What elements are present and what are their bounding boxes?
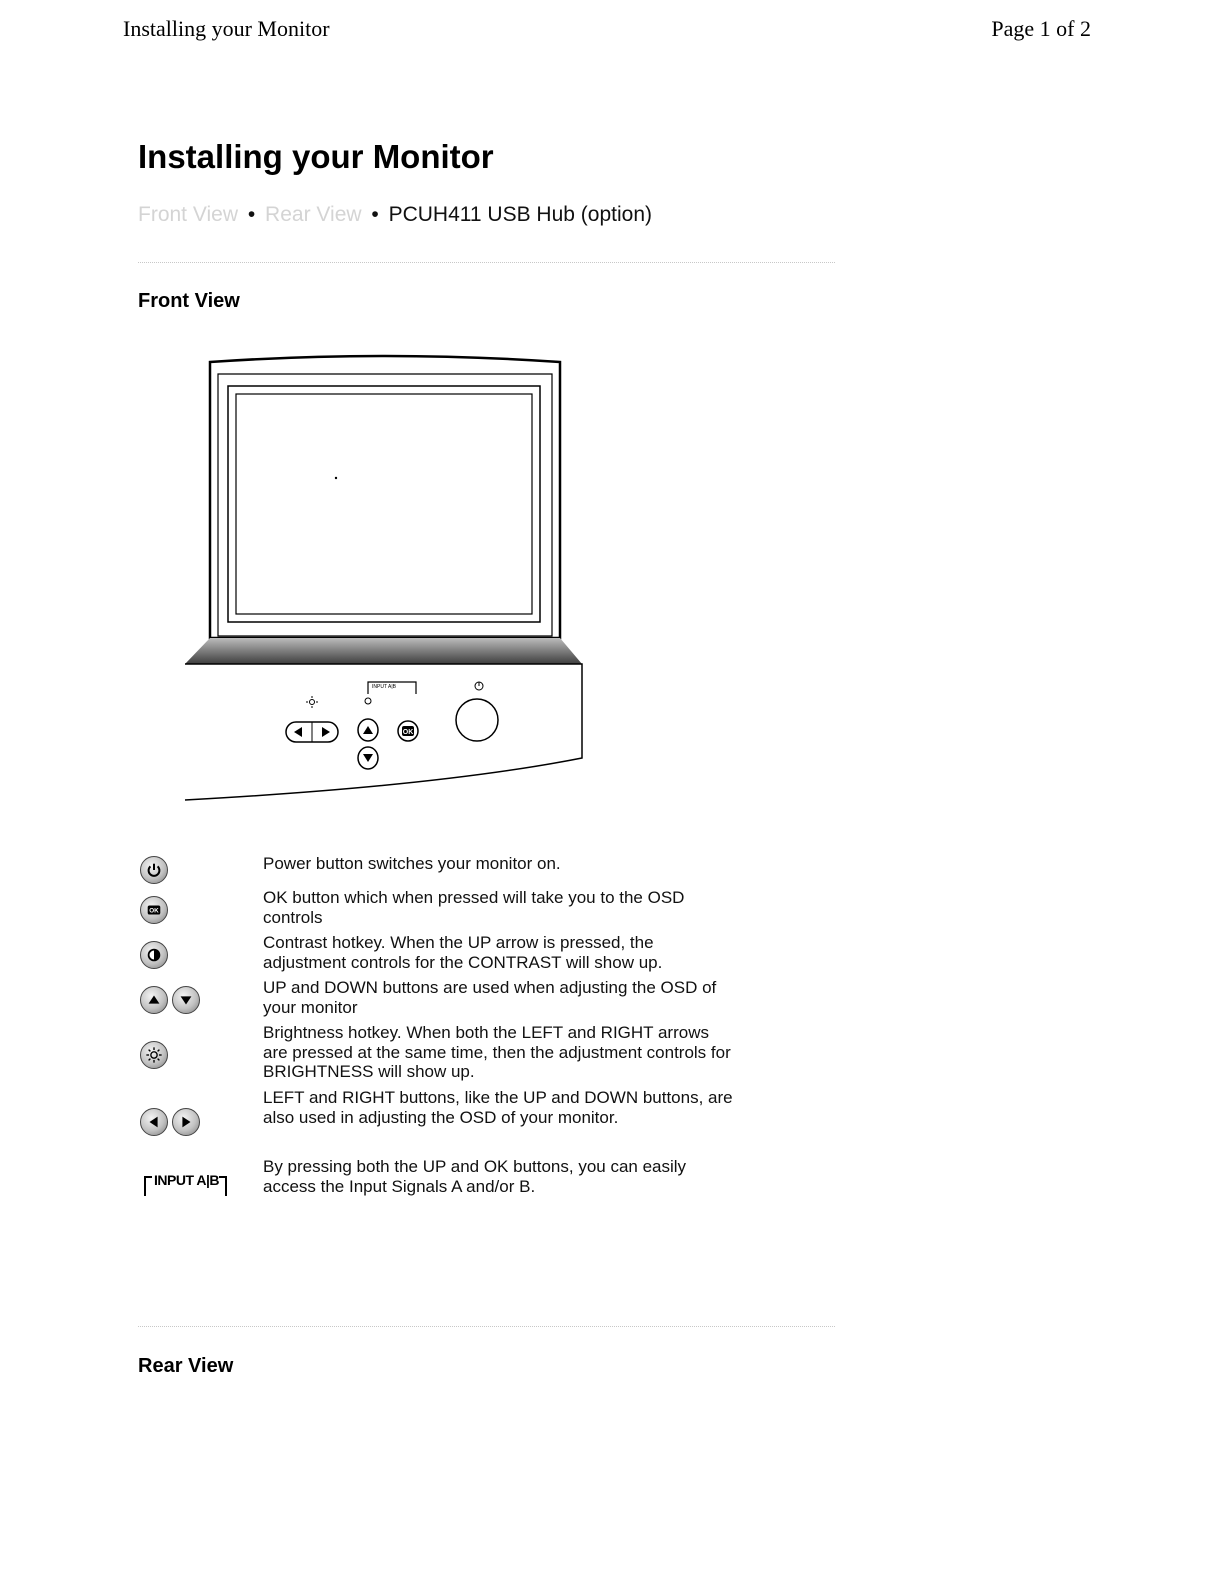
- power-icon: [140, 856, 168, 884]
- legend-text: Brightness hotkey. When both the LEFT and RIGHT arrows are pressed at the same time, then the adjustment controls for BRIGHTNESS will show up.: [263, 1023, 731, 1081]
- brightness-icon: [306, 696, 318, 708]
- section-nav: [138, 203, 652, 227]
- divider: [138, 262, 835, 263]
- legend-text: Contrast hotkey. When the UP arrow is pressed, the adjustment controls for the CONTRAST will show up.: [263, 933, 663, 972]
- nav-separator: •: [371, 203, 379, 226]
- bezel-lower-shading: [185, 638, 582, 664]
- left-arrow-icon: [140, 1108, 168, 1136]
- up-down-buttons: [358, 719, 378, 769]
- legend-text: UP and DOWN buttons are used when adjusting the OSD of your monitor: [263, 978, 717, 1017]
- divider: [138, 1326, 835, 1327]
- right-arrow-icon: [172, 1108, 200, 1136]
- nav-link-front-view[interactable]: Front View: [138, 203, 238, 226]
- nav-link-rear-view[interactable]: Rear View: [265, 203, 362, 226]
- panel-input-label: INPUT A|B: [372, 684, 396, 690]
- svg-text:OK: OK: [402, 729, 414, 736]
- input-ab-label: INPUT A|B: [140, 1170, 227, 1188]
- section-heading-front-view: Front View: [138, 290, 240, 312]
- left-right-buttons: [286, 722, 338, 742]
- monitor-front-illustration: [180, 348, 590, 808]
- svg-text:OK: OK: [149, 907, 159, 915]
- section-heading-rear-view: Rear View: [138, 1355, 234, 1377]
- page-number: Page 1 of 2: [991, 16, 1091, 41]
- nav-link-usb-hub[interactable]: PCUH411 USB Hub (option): [388, 203, 652, 226]
- ok-icon: [140, 896, 168, 924]
- legend-text: By pressing both the UP and OK buttons, you can easily access the Input Signals A and/or B.: [263, 1157, 687, 1196]
- ok-button: [398, 721, 418, 741]
- input-ab-bracket: [368, 682, 416, 694]
- down-arrow-icon: [172, 986, 200, 1014]
- page-title: Installing your Monitor: [138, 138, 494, 175]
- legend-text: LEFT and RIGHT buttons, like the UP and DOWN buttons, are also used in adjusting the OSD of your monitor.: [263, 1088, 733, 1127]
- legend-text: OK button which when pressed will take you to the OSD controls: [263, 888, 685, 927]
- brightness-icon: [140, 1041, 168, 1069]
- nav-separator: •: [247, 203, 256, 226]
- contrast-icon: [365, 698, 371, 704]
- legend-text: Power button switches your monitor on.: [263, 854, 561, 873]
- running-header-title: Installing your Monitor: [123, 16, 330, 41]
- contrast-icon: [140, 941, 168, 969]
- power-button: [456, 699, 498, 741]
- up-arrow-icon: [140, 986, 168, 1014]
